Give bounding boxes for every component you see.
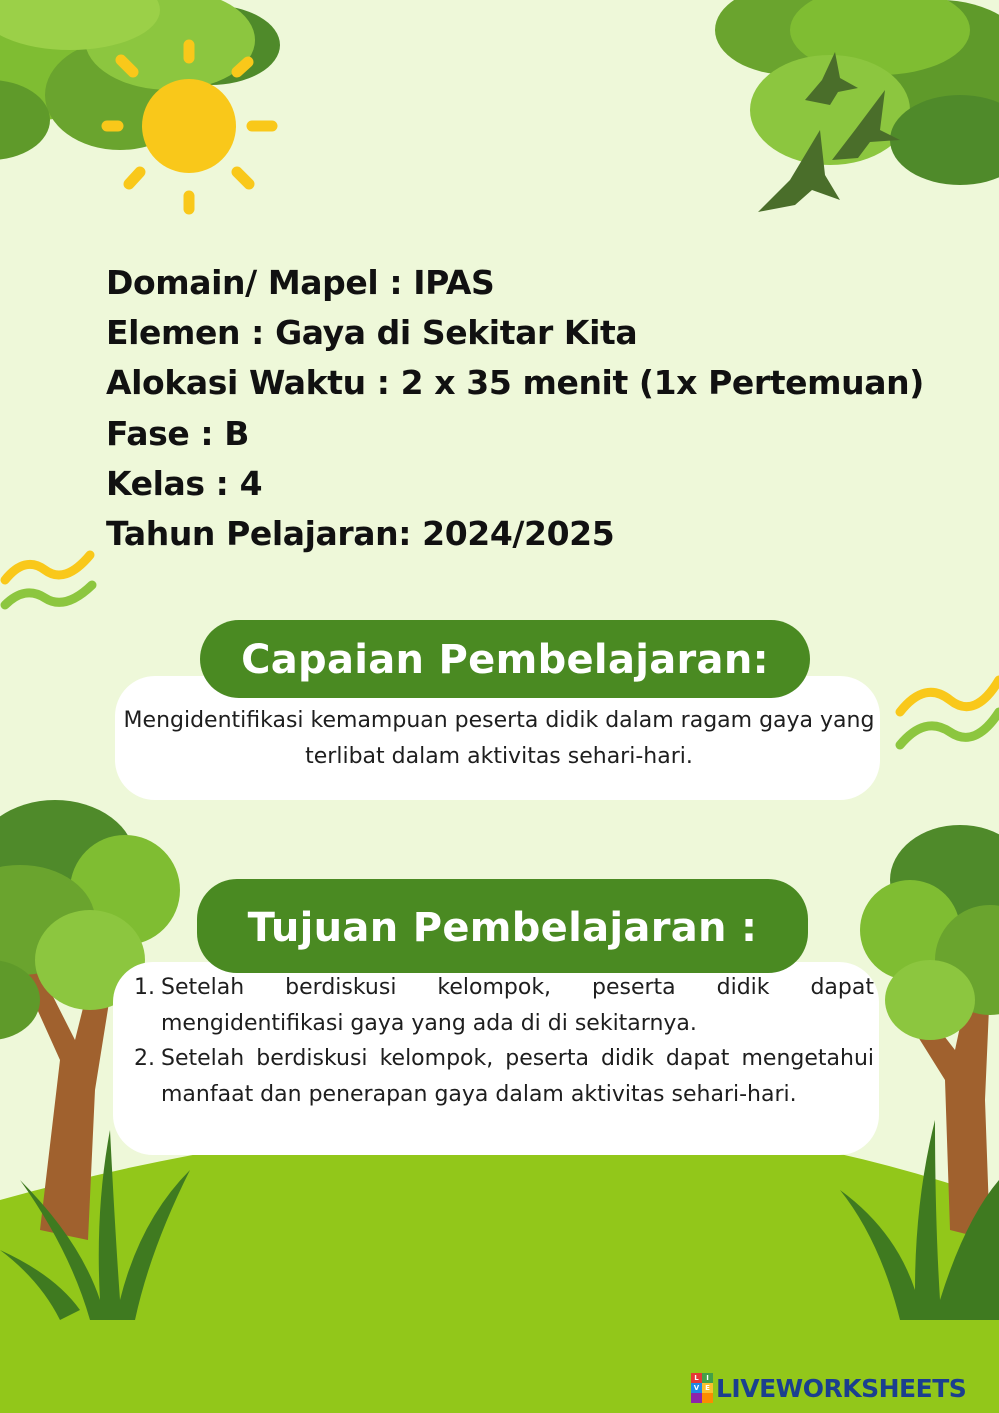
list-item-text: Setelah berdiskusi kelompok, peserta didik dapat mengetahui manfaat dan penerapan gaya dalam aktivitas sehari-hari.	[161, 1046, 874, 1107]
logo-letter	[691, 1393, 702, 1403]
info-fase: Fase : B	[106, 413, 250, 453]
info-kelas: Kelas : 4	[106, 463, 263, 503]
logo-letter: V	[691, 1383, 702, 1393]
brand-name: LIVEWORKSHEETS	[716, 1373, 967, 1403]
logo-letter: E	[702, 1383, 713, 1393]
tujuan-list	[134, 970, 874, 1112]
tujuan-title: Tujuan Pembelajaran :	[197, 879, 808, 973]
capaian-text: Mengidentifikasi kemampuan peserta didik dalam ragam gaya yang terlibat dalam aktivitas sehari-hari.	[123, 708, 875, 769]
info-block	[106, 258, 924, 559]
capaian-title: Capaian Pembelajaran:	[200, 620, 810, 698]
info-elemen: Elemen : Gaya di Sekitar Kita	[106, 313, 638, 353]
liveworksheets-logo-icon	[691, 1373, 713, 1403]
list-item-number: 1.	[134, 975, 155, 1000]
info-alokasi-waktu: Alokasi Waktu : 2 x 35 menit (1x Pertemuan)	[106, 363, 924, 403]
squiggle-decoration-right	[900, 680, 999, 745]
logo-letter	[702, 1393, 713, 1403]
squiggle-decoration	[5, 555, 92, 605]
list-item-text: Setelah berdiskusi kelompok, peserta didik dapat mengidentifikasi gaya yang ada di di sekitarnya.	[161, 975, 874, 1036]
liveworksheets-brand[interactable]	[691, 1371, 966, 1405]
list-item	[134, 1041, 874, 1112]
logo-letter: I	[702, 1373, 713, 1383]
list-item	[134, 970, 874, 1041]
info-domain: Domain/ Mapel : IPAS	[106, 263, 495, 302]
list-item-number: 2.	[134, 1046, 155, 1071]
info-tahun-pelajaran: Tahun Pelajaran: 2024/2025	[106, 514, 615, 554]
logo-letter: L	[691, 1373, 702, 1383]
hill-illustration	[0, 1120, 999, 1413]
cloud-bush-top-left	[0, 0, 280, 160]
